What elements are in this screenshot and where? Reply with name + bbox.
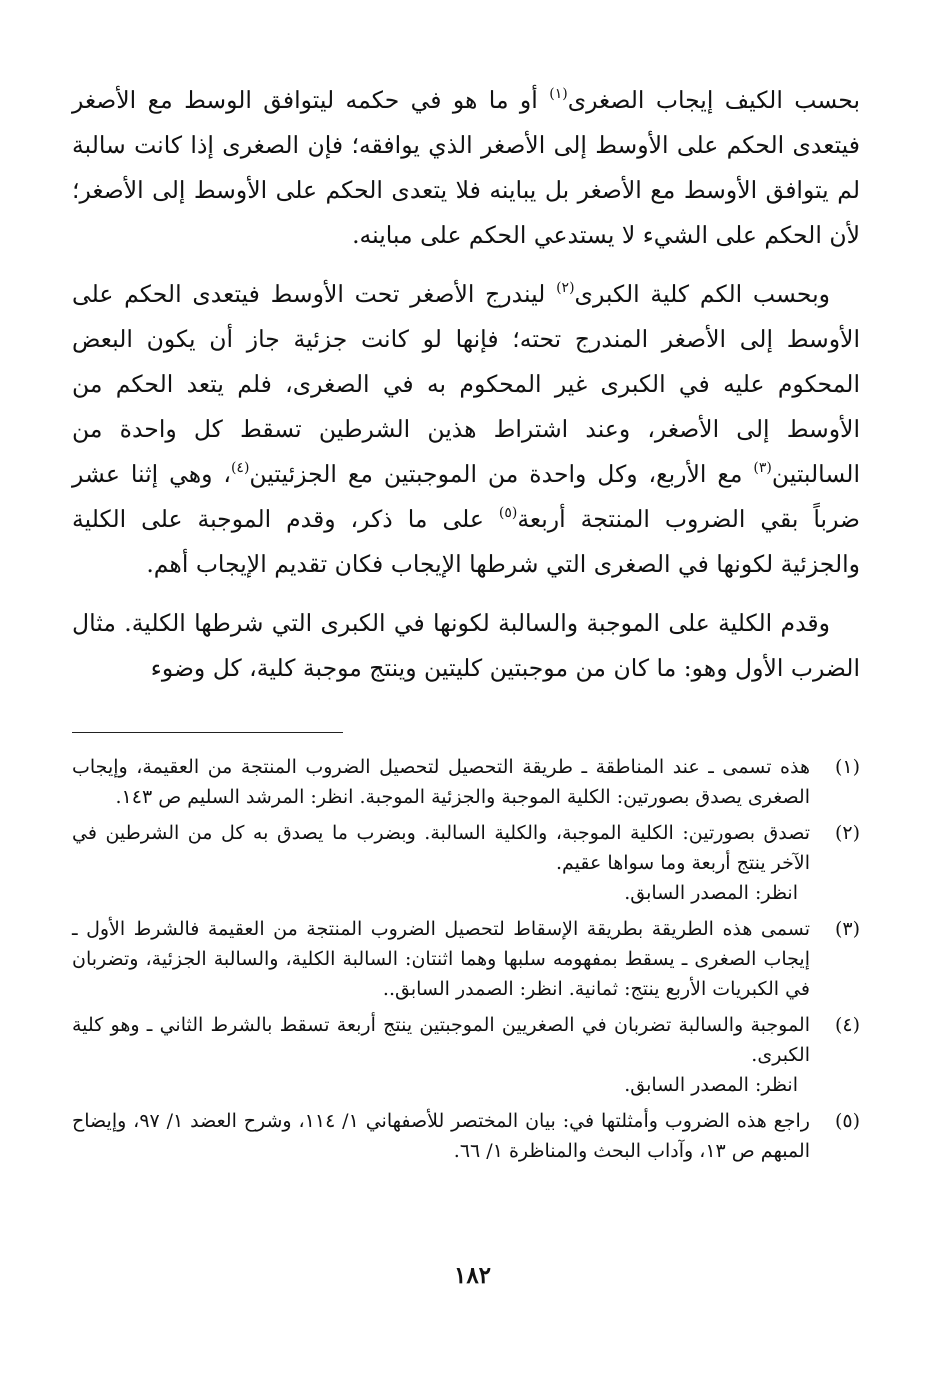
- footnote-number: (١): [834, 756, 860, 778]
- paragraph-text: بحسب الكيف إيجاب الصغرى: [567, 86, 861, 114]
- footnote-body: [72, 914, 810, 1004]
- footnotes: [72, 752, 860, 1172]
- footnote-separator: [72, 732, 343, 733]
- footnote-number: (٤): [834, 1014, 860, 1036]
- footnote-1: [72, 752, 860, 812]
- paragraph-text: ، وهي إثنا عشر ضرباً بقي الضروب المنتجة أربعة: [72, 460, 860, 533]
- footnote-text: هذه تسمى ـ عند المناطقة ـ طريقة التحصيل لتحصيل الضروب المنتجة من العقيمة، وإيجاب الصغرى يصدق بصورتين: الكلية الموجبة والجزئية الموجبة. انظر: المرشد السليم ص ١٤٣.: [72, 756, 810, 808]
- footnote-2: [72, 818, 860, 908]
- paragraph-text: مع الأربع، وكل واحدة من الموجبتين مع الجزئيتين: [249, 460, 754, 488]
- paragraph-text: على ما ذكر، وقدم الموجبة على الكلية والجزئية لكونها في الصغرى التي شرطها الإيجاب فكان تقديم الإيجاب أهم.: [72, 505, 860, 578]
- footnote-text: تصدق بصورتين: الكلية الموجبة، والكلية السالبة. وبضرب ما يصدق به كل من الشرطين في الآخر ينتج أربعة وما سواها عقيم.: [72, 822, 810, 874]
- footnote-reference: انظر: المصدر السابق.: [624, 1074, 798, 1096]
- footnote-marker-5[interactable]: (٥): [498, 505, 518, 521]
- footnote-text: تسمى هذه الطريقة بطريقة الإسقاط لتحصيل الضروب المنتجة من العقيمة فالشرط الأول ـ إيجاب الصغرى ـ يسقط بمفهومه سلبها وهما اثنتان: السالبة الكلية، والسالبة الجزئية، وتضربان في الكبريات الأربع ينتج: ثمانية. انظر: الصمدر السابق..: [72, 918, 810, 1000]
- paragraph-1: [72, 78, 860, 258]
- paragraph-2: [72, 272, 860, 587]
- footnote-body: [72, 1106, 810, 1166]
- footnote-number: (٣): [834, 918, 860, 940]
- paragraph-text: وبحسب الكم كلية الكبرى: [574, 280, 830, 308]
- footnote-body: [72, 752, 810, 812]
- footnote-body: [72, 1010, 810, 1100]
- footnote-number: (٥): [834, 1110, 860, 1132]
- footnote-marker-4[interactable]: (٤): [230, 460, 250, 476]
- paragraph-3: [72, 601, 860, 691]
- footnote-5: [72, 1106, 860, 1166]
- footnote-text: الموجبة والسالبة تضربان في الصغريين الموجبتين ينتج أربعة تسقط بالشرط الثاني ـ وهو كلية الكبرى.: [72, 1014, 810, 1066]
- footnote-marker-3[interactable]: (٣): [753, 460, 772, 476]
- footnote-number: (٢): [834, 822, 860, 844]
- footnote-marker-1[interactable]: (١): [549, 86, 568, 102]
- footnote-marker-2[interactable]: (٢): [556, 280, 575, 296]
- footnote-body: [72, 818, 810, 908]
- paragraph-text: ليندرج الأصغر تحت الأوسط فيتعدى الحكم على الأوسط إلى الأصغر المندرج تحته؛ فإنها لو كانت جزئية جاز أن يكون البعض المحكوم عليه في الكبرى غير المحكوم به في الصغرى، فلم يتعد الحكم من الأوسط إلى الأصغر، وعند اشتراط هذين الشرطين تسقط كل واحدة من السالبتين: [72, 280, 860, 488]
- main-text: [72, 78, 860, 705]
- page-number: ١٨٢: [453, 1262, 492, 1289]
- paragraph-text: وقدم الكلية على الموجبة والسالبة لكونها في الكبرى التي شرطها الكلية. مثال الضرب الأول وهو: ما كان من موجبتين كليتين وينتج موجبة كلية، كل وضوء: [72, 609, 860, 682]
- footnote-text: راجع هذه الضروب وأمثلتها في: بيان المختصر للأصفهاني ١/ ١١٤، وشرح العضد ١/ ٩٧، وإيضاح المبهم ص ١٣، وآداب البحث والمناظرة ١/ ٦٦.: [72, 1110, 810, 1162]
- footnote-4: [72, 1010, 860, 1100]
- footnote-3: [72, 914, 860, 1004]
- paragraph-text: أو ما هو في حكمه ليتوافق الوسط مع الأصغر فيتعدى الحكم على الأوسط إلى الأصغر الذي يوافقه؛ فإن الصغرى إذا كانت سالبة لم يتوافق الأوسط مع الأصغر بل يباينه فلا يتعدى الحكم على الأوسط إلى الأصغر؛ لأن الحكم على الشيء لا يستدعي الحكم على مباينه.: [72, 86, 860, 249]
- footnote-reference: انظر: المصدر السابق.: [624, 882, 798, 904]
